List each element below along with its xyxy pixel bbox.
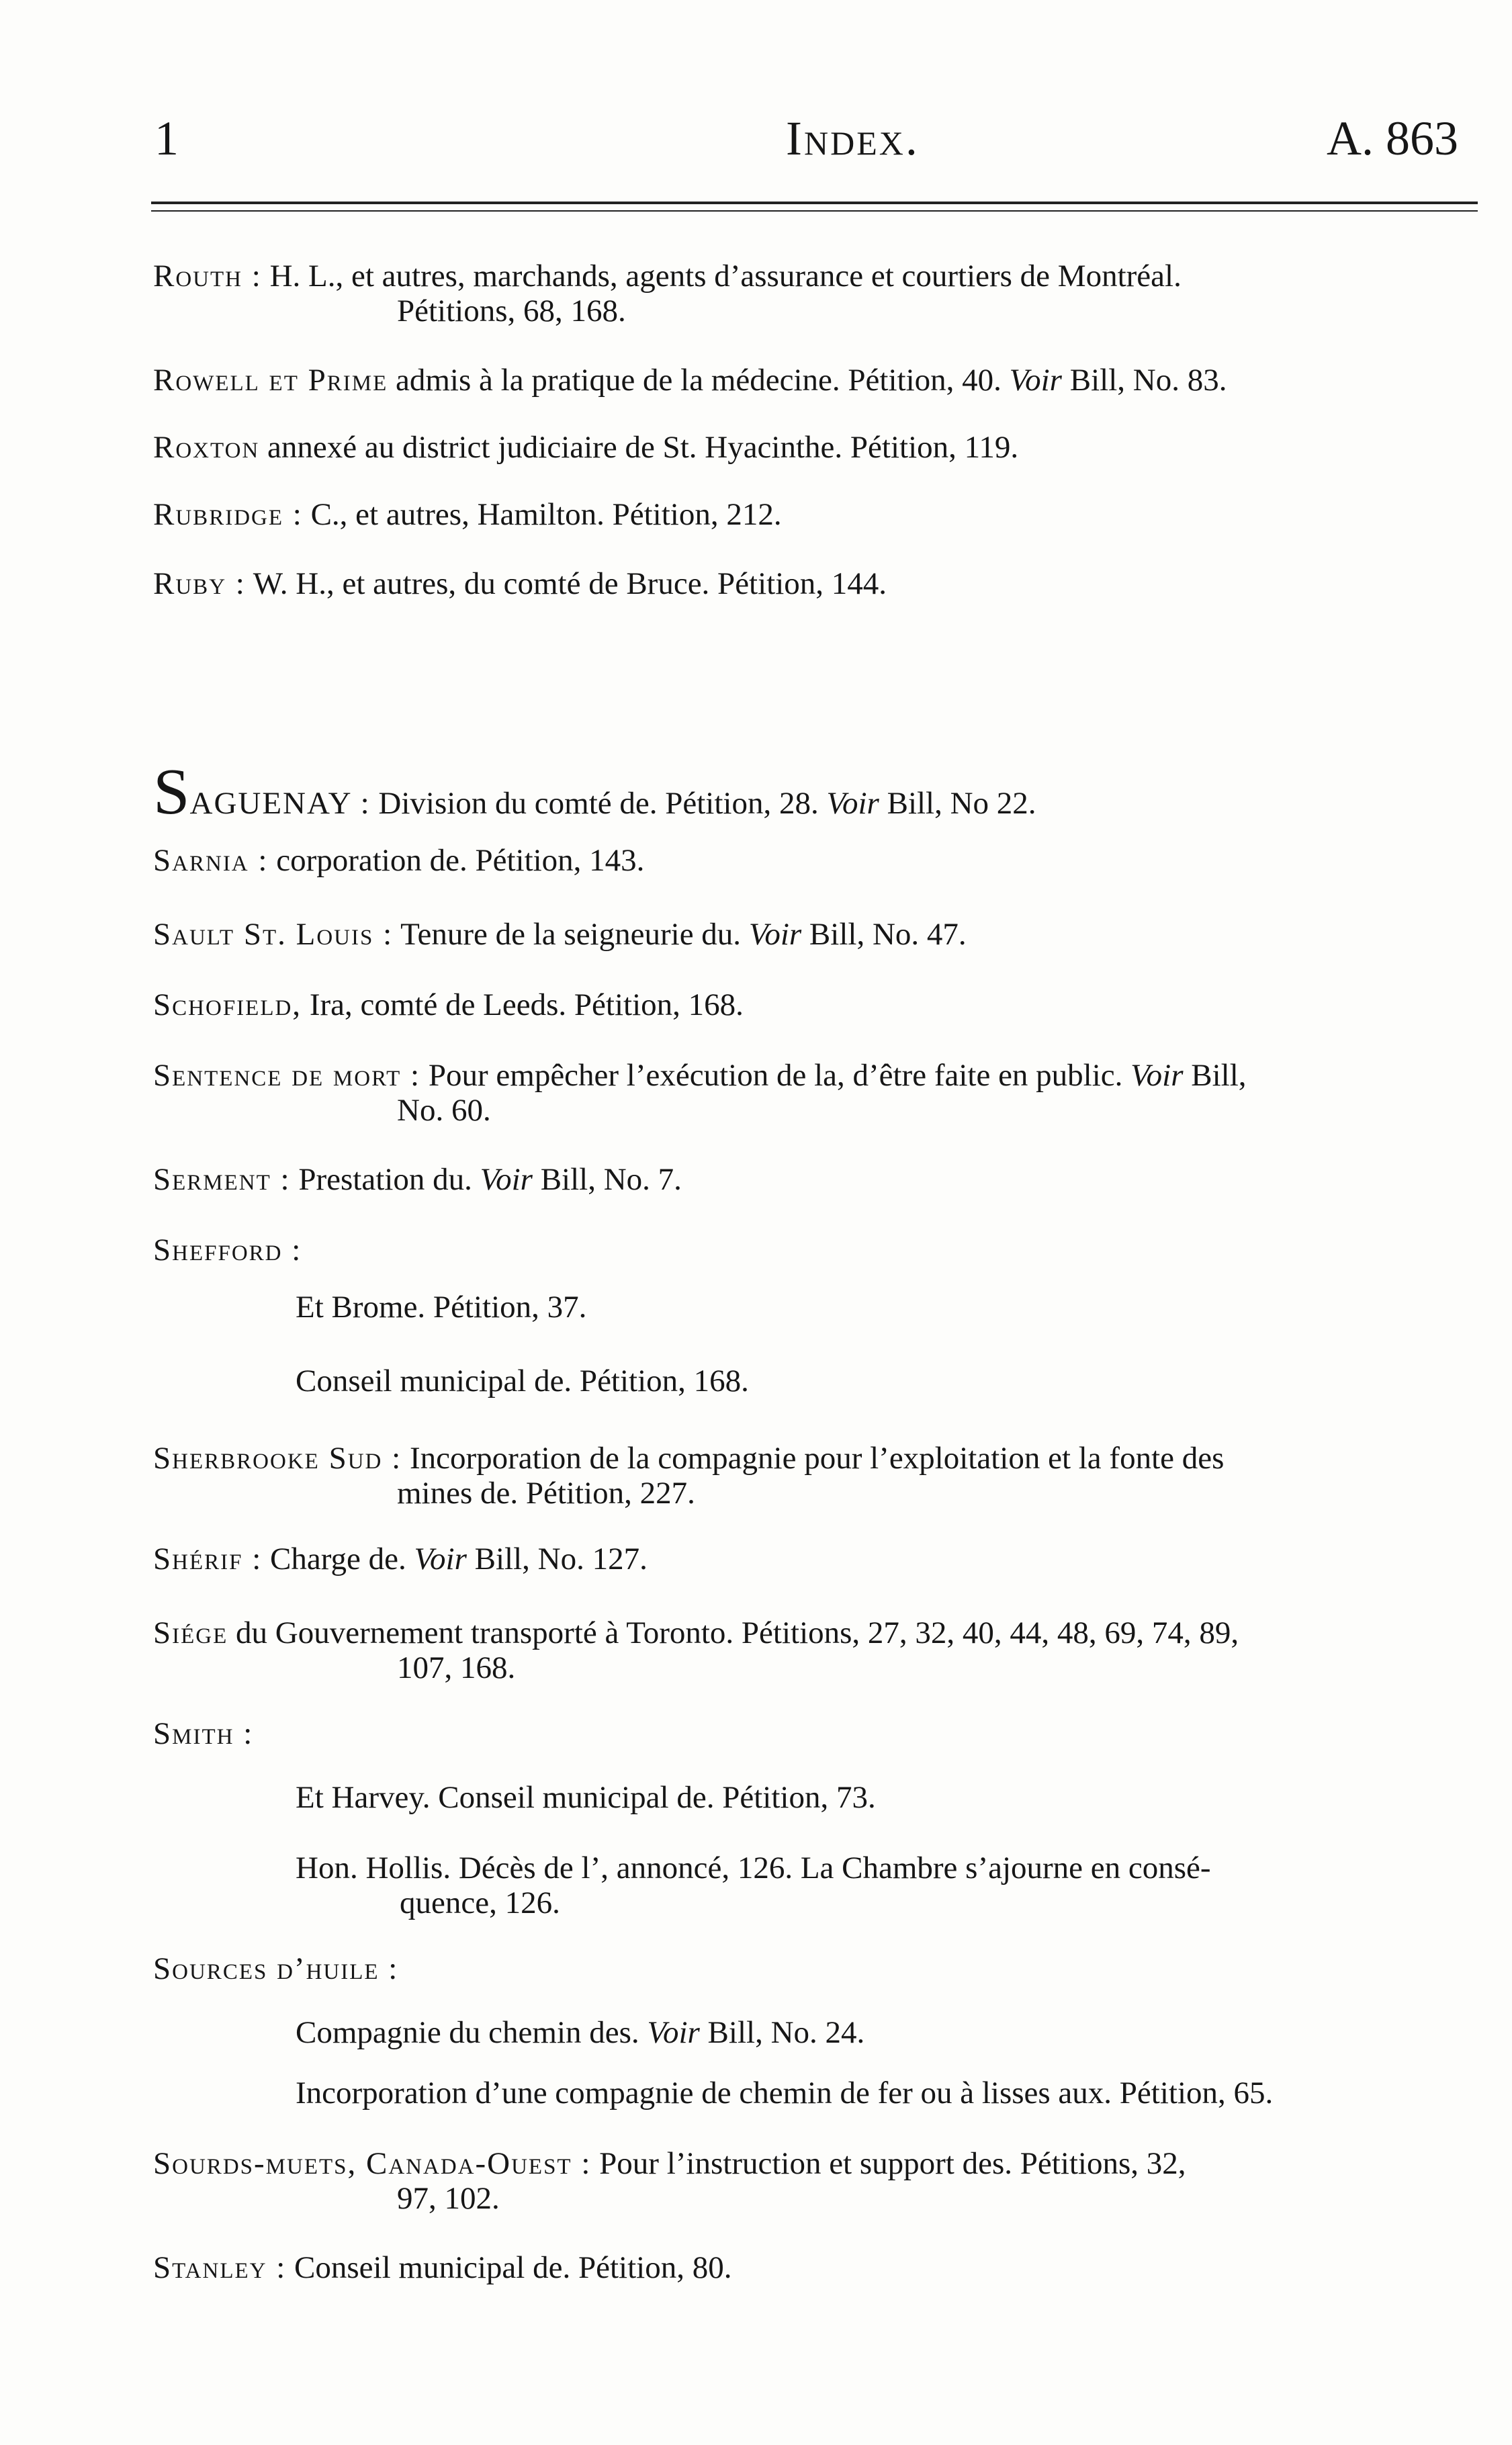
entry-continuation: 107, 168. [397, 1650, 516, 1685]
voir-label: Voir [1130, 1058, 1184, 1093]
index-entry-stanley [153, 2250, 1480, 2285]
index-entry-routh [153, 259, 1480, 328]
entry-heading: Sources d’huile : [153, 1951, 399, 1986]
entry-text: Tenure de la seigneurie du. [400, 917, 742, 952]
voir-label: Voir [748, 917, 802, 952]
entry-text: Conseil municipal de. Pétition, 168. [296, 1364, 749, 1398]
drop-cap: S [153, 756, 190, 828]
index-entry-sherif [153, 1542, 1480, 1576]
entry-reference: Bill, No. 7. [540, 1162, 682, 1197]
entry-text: Et Harvey. Conseil municipal de. Pétition, 73. [296, 1780, 876, 1815]
entry-heading: Siége [153, 1615, 228, 1650]
entry-text: Compagnie du chemin des. [296, 2015, 639, 2050]
index-entry-smith [153, 1716, 1480, 1751]
voir-label: Voir [1009, 363, 1062, 398]
index-subentry [296, 1364, 1480, 1398]
entry-heading: Serment : [153, 1162, 291, 1197]
entry-reference: Bill, No. 127. [474, 1542, 648, 1576]
entry-heading: Sherbrooke Sud : [153, 1441, 402, 1476]
entry-text: admis à la pratique de la médecine. Pétition, 40. [396, 363, 1002, 398]
index-subentry [296, 1290, 1480, 1325]
entry-text: W. H., et autres, du comté de Bruce. Pétition, 144. [253, 566, 887, 601]
entry-heading: Sourds-muets, Canada-Ouest : [153, 2146, 592, 2181]
entry-text: Division du comté de. Pétition, 28. [378, 786, 819, 821]
entry-text: corporation de. Pétition, 143. [276, 843, 645, 878]
index-entry-saguenay [153, 756, 1480, 828]
entry-heading: Routh : [153, 259, 262, 294]
index-entry-schofield [153, 987, 1480, 1022]
entry-text: Incorporation de la compagnie pour l’exploitation et la fonte des [409, 1441, 1225, 1476]
index-entry-sarnia [153, 843, 1480, 878]
page-marker: 1 [154, 112, 179, 165]
entry-text: Charge de. [270, 1542, 406, 1576]
index-entry-rubridge [153, 497, 1480, 532]
entry-heading: Rubridge : [153, 497, 303, 532]
voir-label: Voir [480, 1162, 533, 1197]
entry-reference: Bill, No. 47. [809, 917, 967, 952]
voir-label: Voir [414, 1542, 467, 1576]
entry-text: Pour empêcher l’exécution de la, d’être faite en public. [428, 1058, 1123, 1093]
entry-heading: Sault St. Louis : [153, 917, 394, 952]
index-entry-sherbrooke-sud [153, 1441, 1480, 1511]
entry-heading: Sentence de mort : [153, 1058, 421, 1093]
index-entry-sources-dhuile [153, 1951, 1480, 1986]
index-entry-sourds-muets [153, 2146, 1480, 2216]
entry-heading: Roxton [153, 430, 260, 465]
entry-text: du Gouvernement transporté à Toronto. Pétitions, 27, 32, 40, 44, 48, 69, 74, 89, [236, 1615, 1239, 1650]
entry-text: C., et autres, Hamilton. Pétition, 212. [310, 497, 782, 532]
entry-text: H. L., et autres, marchands, agents d’assurance et courtiers de Montréal. [269, 259, 1182, 294]
entry-text: Pour l’instruction et support des. Pétitions, 32, [599, 2146, 1186, 2181]
entry-heading: Rowell et Prime [153, 363, 388, 398]
entry-heading [153, 756, 371, 828]
entry-heading-rest: AGUENAY : [189, 786, 371, 821]
entry-reference: Bill, No. 83. [1069, 363, 1227, 398]
entry-heading: Schofield, [153, 987, 302, 1022]
entry-text: Ira, comté de Leeds. Pétition, 168. [309, 987, 744, 1022]
index-subentry [296, 2076, 1480, 2110]
index-entry-ruby [153, 566, 1480, 601]
header-rule-thick [151, 202, 1478, 204]
entry-continuation: mines de. Pétition, 227. [397, 1476, 695, 1511]
index-subentry [296, 1780, 1480, 1815]
index-entry-sault-st-louis [153, 917, 1480, 952]
entry-reference: Bill, No 22. [887, 786, 1036, 821]
header-rule-thin [151, 210, 1478, 212]
voir-label: Voir [647, 2015, 700, 2050]
entry-continuation: quence, 126. [400, 1885, 560, 1920]
entry-reference: Bill, [1191, 1058, 1247, 1093]
entry-heading: Stanley : [153, 2250, 287, 2285]
entry-text: Et Brome. Pétition, 37. [296, 1290, 587, 1325]
entry-text: annexé au district judiciaire de St. Hyacinthe. Pétition, 119. [267, 430, 1019, 465]
entry-heading: Shefford : [153, 1233, 302, 1268]
entry-heading: Ruby : [153, 566, 246, 601]
page-title: Index. [786, 112, 920, 165]
entry-heading: Sarnia : [153, 843, 269, 878]
entry-continuation: 97, 102. [397, 2181, 500, 2216]
entry-continuation: No. 60. [397, 1093, 491, 1128]
index-entry-serment [153, 1162, 1480, 1197]
index-entry-roxton [153, 430, 1480, 465]
index-subentry [296, 1851, 1480, 1920]
entry-text: Incorporation d’une compagnie de chemin de fer ou à lisses aux. Pétition, 65. [296, 2076, 1274, 2110]
entry-continuation: Pétitions, 68, 168. [397, 294, 626, 328]
index-entry-sentence-de-mort [153, 1058, 1480, 1128]
entry-reference: Bill, No. 24. [707, 2015, 865, 2050]
entry-text: Hon. Hollis. Décès de l’, annoncé, 126. La Chambre s’ajourne en consé- [296, 1851, 1211, 1885]
entry-text: Prestation du. [298, 1162, 472, 1197]
index-entry-shefford [153, 1233, 1480, 1268]
voir-label: Voir [826, 786, 879, 821]
index-entry-siege [153, 1615, 1480, 1685]
index-subentry [296, 2015, 1480, 2050]
entry-text: Conseil municipal de. Pétition, 80. [294, 2250, 732, 2285]
index-entry-rowell-et-prime [153, 363, 1480, 398]
entry-heading: Shérif : [153, 1542, 263, 1576]
page-number: A. 863 [1327, 112, 1458, 165]
entry-heading: Smith : [153, 1716, 254, 1751]
